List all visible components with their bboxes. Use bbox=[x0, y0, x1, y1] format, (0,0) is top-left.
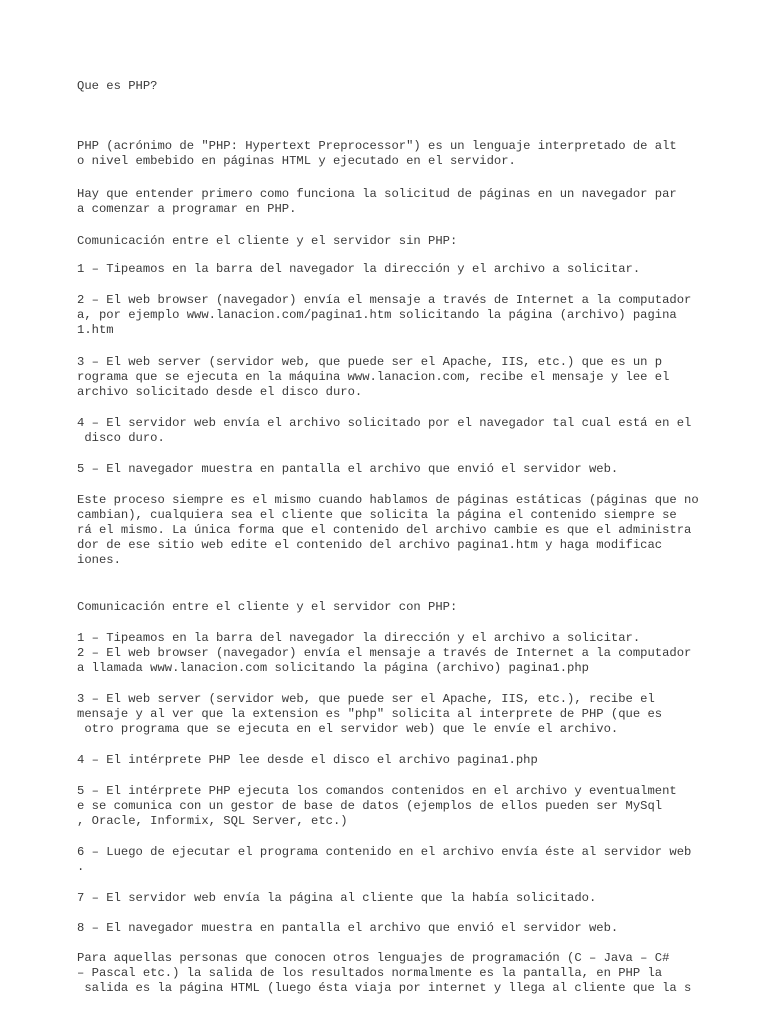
paragraph-line: salida es la página HTML (luego ésta viaja por internet y llega al cliente que la s bbox=[77, 981, 692, 995]
paragraph-line: rá el mismo. La única forma que el contenido del archivo cambie es que el administra bbox=[77, 523, 692, 537]
paragraph-line: rograma que se ejecuta en la máquina www.lanacion.com, recibe el mensaje y lee el bbox=[77, 370, 670, 384]
paragraph-line: a llamada www.lanacion.com solicitando la página (archivo) pagina1.php bbox=[77, 661, 589, 675]
paragraph-line: mensaje y al ver que la extension es "php" solicita al interprete de PHP (que es bbox=[77, 707, 663, 721]
paragraph-line: . bbox=[77, 860, 85, 874]
paragraph-line: 1 – Tipeamos en la barra del navegador la dirección y el archivo a solicitar. bbox=[77, 262, 641, 276]
paragraph-line: 4 – El servidor web envía el archivo solicitado por el navegador tal cual está en el bbox=[77, 416, 692, 430]
paragraph-line: 1.htm bbox=[77, 323, 114, 337]
paragraph-line: 5 – El intérprete PHP ejecuta los comandos contenidos en el archivo y eventualment bbox=[77, 784, 677, 798]
paragraph-line: 3 – El web server (servidor web, que puede ser el Apache, IIS, etc.) que es un p bbox=[77, 355, 663, 369]
paragraph-line: o nivel embebido en páginas HTML y ejecutado en el servidor. bbox=[77, 154, 516, 168]
paragraph-line: , Oracle, Informix, SQL Server, etc.) bbox=[77, 814, 348, 828]
document-title: Que es PHP? bbox=[77, 79, 158, 93]
paragraph-line: Para aquellas personas que conocen otros lenguajes de programación (C – Java – C# bbox=[77, 951, 670, 965]
paragraph-line: 4 – El intérprete PHP lee desde el disco el archivo pagina1.php bbox=[77, 753, 538, 767]
paragraph-line: 6 – Luego de ejecutar el programa contenido en el archivo envía éste al servidor web bbox=[77, 845, 692, 859]
paragraph-line: otro programa que se ejecuta en el servidor web) que le envíe el archivo. bbox=[77, 722, 619, 736]
paragraph-line: – Pascal etc.) la salida de los resultados normalmente es la pantalla, en PHP la bbox=[77, 966, 663, 980]
paragraph-line: PHP (acrónimo de "PHP: Hypertext Preprocessor") es un lenguaje interpretado de alt bbox=[77, 139, 677, 153]
paragraph-line: Hay que entender primero como funciona la solicitud de páginas en un navegador par bbox=[77, 187, 677, 201]
paragraph-line: 5 – El navegador muestra en pantalla el archivo que envió el servidor web. bbox=[77, 462, 619, 476]
section-heading: Comunicación entre el cliente y el servidor sin PHP: bbox=[77, 234, 458, 248]
section-heading: Comunicación entre el cliente y el servidor con PHP: bbox=[77, 600, 458, 614]
paragraph-line: 3 – El web server (servidor web, que puede ser el Apache, IIS, etc.), recibe el bbox=[77, 692, 655, 706]
paragraph-line: disco duro. bbox=[77, 431, 165, 445]
paragraph-line: archivo solicitado desde el disco duro. bbox=[77, 385, 363, 399]
paragraph-line: 7 – El servidor web envía la página al cliente que la había solicitado. bbox=[77, 891, 597, 905]
paragraph-line: e se comunica con un gestor de base de datos (ejemplos de ellos pueden ser MySql bbox=[77, 799, 663, 813]
paragraph-line: 8 – El navegador muestra en pantalla el archivo que envió el servidor web. bbox=[77, 921, 619, 935]
paragraph-line: 2 – El web browser (navegador) envía el mensaje a través de Internet a la computador bbox=[77, 646, 692, 660]
paragraph-line: a comenzar a programar en PHP. bbox=[77, 202, 297, 216]
paragraph-line: 2 – El web browser (navegador) envía el mensaje a través de Internet a la computador bbox=[77, 293, 692, 307]
paragraph-line: 1 – Tipeamos en la barra del navegador la dirección y el archivo a solicitar. bbox=[77, 631, 641, 645]
paragraph-line: Este proceso siempre es el mismo cuando hablamos de páginas estáticas (páginas que no bbox=[77, 493, 699, 507]
paragraph-line: dor de ese sitio web edite el contenido del archivo pagina1.htm y haga modificac bbox=[77, 538, 663, 552]
paragraph-line: a, por ejemplo www.lanacion.com/pagina1.htm solicitando la página (archivo) pagina bbox=[77, 308, 677, 322]
paragraph-line: iones. bbox=[77, 553, 121, 567]
paragraph-line: cambian), cualquiera sea el cliente que solicita la página el contenido siempre se bbox=[77, 508, 677, 522]
